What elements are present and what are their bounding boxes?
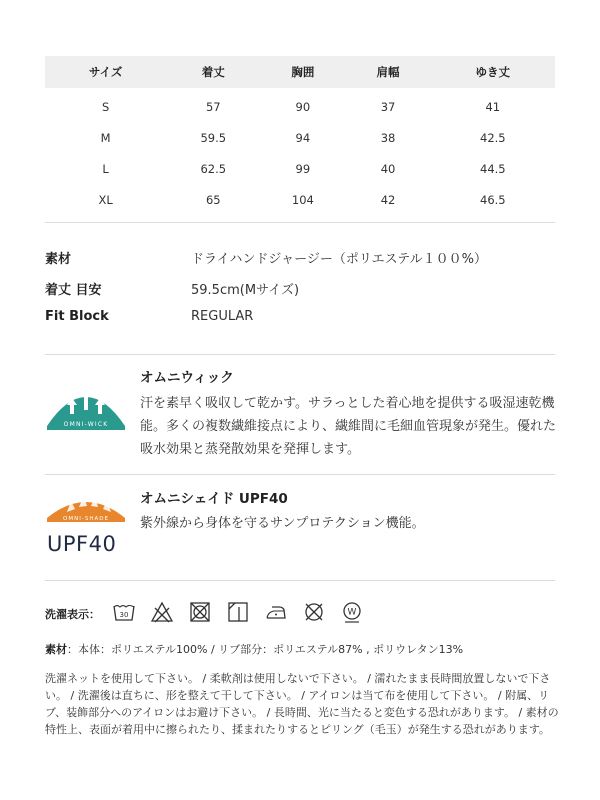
material-line-text: ：本体：ポリエステル100% / リブ部分：ポリエステル87% , ポリウレタン13% [67,643,464,656]
spec-length-label: 着丈 目安 [45,283,102,298]
omnishade-title: オムニシェイド UPF40 [140,491,288,507]
table-cell: L [102,161,109,176]
spec-length-value: 59.5cm(Mサイズ) [191,283,300,298]
table-row [45,184,555,215]
spec-material-label: 素材 [45,252,72,267]
material-line [45,641,463,657]
table-row [45,122,555,153]
wash-temp-text: 30 [119,611,129,619]
omnishade-logo-text: OMNI-SHADE [63,516,109,522]
no-dry-clean-icon [302,600,326,624]
material-line-label: 素材 [45,643,67,656]
table-cell: 42.5 [480,130,506,145]
table-row [45,153,555,184]
no-bleach-icon [150,600,174,624]
table-cell: 94 [295,130,311,145]
size-table-header [45,56,555,88]
size-table [45,56,555,215]
table-cell: 41 [485,99,501,114]
spec-fit-label: Fit Block [45,309,109,324]
upf-badge-text: UPF40 [47,532,117,556]
table-cell: 59.5 [200,130,227,145]
table-row [45,88,555,122]
table-cell: 44.5 [480,161,506,176]
header-size: サイズ [45,56,166,88]
omniwick-logo-text: OMNI-WICK [63,421,109,428]
table-cell: 90 [295,99,311,114]
header-chest: 胸囲 [260,56,345,88]
table-cell: 65 [205,192,221,207]
header-shoulder: 肩幅 [345,56,430,88]
care-icons [112,600,364,624]
table-cell: 57 [205,99,221,114]
omniwick-description: 汗を素早く吸収して乾かす。サラっとした着心地を提供する吸湿速乾機能。多くの複数繊維接点により、繊維間に毛細血管現象が発生。優れた吸水効果と蒸発散効果を発揮します。 [140,396,557,457]
wash-30-icon [112,600,136,624]
no-tumble-dry-icon [188,600,212,624]
table-cell: 37 [380,99,396,114]
omnishade-description: 紫外線から身体を守るサンプロテクション機能。 [140,516,425,531]
table-cell: 62.5 [200,161,227,176]
omnishade-logo [45,492,127,524]
omniwick-logo [45,380,127,432]
table-cell: 40 [380,161,396,176]
table-cell: XL [98,192,113,207]
table-cell: 104 [291,192,314,207]
line-dry-shade-icon [226,600,250,624]
table-cell: 38 [380,130,396,145]
divider [45,354,555,355]
divider [45,580,555,581]
table-cell: 99 [295,161,311,176]
divider [45,222,555,223]
header-length: 着丈 [166,56,260,88]
spec-fit-value: REGULAR [191,309,254,324]
spec-material-value: ドライハンドジャージー（ポリエステル１００%） [191,252,488,267]
omniwick-title: オムニウィック [140,370,234,386]
wet-clean-letter: W [347,607,357,618]
table-cell: 46.5 [480,192,506,207]
iron-low-icon [264,600,288,624]
table-cell: 42 [380,192,396,207]
header-sleeve: ゆき丈 [431,56,555,88]
care-label: 洗濯表示： [45,608,100,621]
divider [45,474,555,475]
wet-clean-icon [340,600,364,624]
care-notes: 洗濯ネットを使用して下さい。 / 柔軟剤は使用しないで下さい。 / 濡れたまま長時間放置しないで下さい。 / 洗濯後は直ちに、形を整えて干して下さい。 / アイロンは当て布を使用して下さい。 / 附属、リブ、装飾部分へのアイロンはお避け下さい。 / 長時間、光に当たると変色する恐れがあります。 / 素材の特性上、表面が着用中に擦られたり、揉まれたりするとピリング（毛玉）が発生する恐れがあります。 [45,672,559,736]
table-cell: S [101,99,110,114]
table-cell: M [100,130,111,145]
